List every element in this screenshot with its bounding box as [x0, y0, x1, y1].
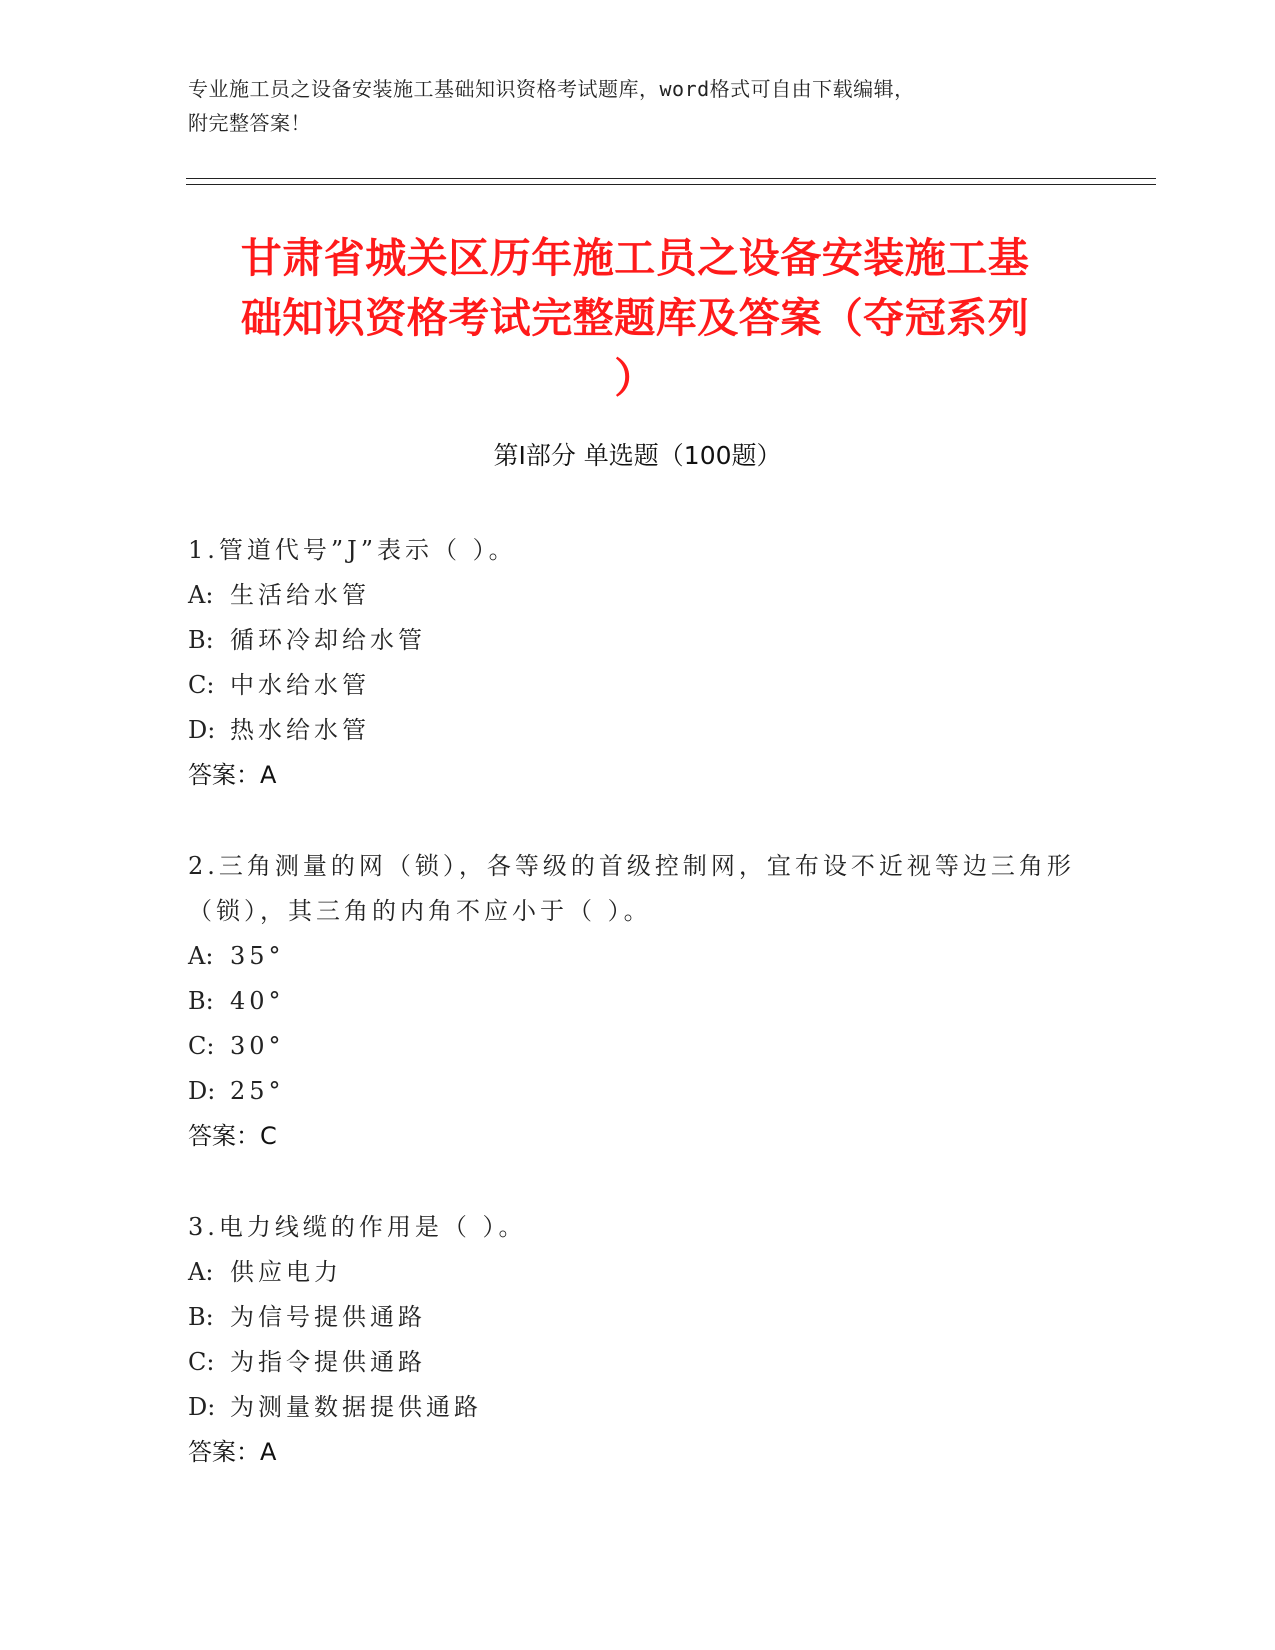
- option-b: [188, 1295, 1088, 1340]
- option-text: 40°: [230, 987, 285, 1015]
- option-letter: C:: [188, 1348, 215, 1376]
- option-c: [188, 663, 1088, 708]
- document-title-line-2: 础知识资格考试完整题库及答案（夺冠系列: [240, 294, 1030, 342]
- option-letter: B:: [188, 987, 214, 1015]
- option-letter: B:: [188, 1303, 214, 1331]
- answer-line: 答案：A: [188, 761, 277, 789]
- header-note-line-2: 附完整答案！: [188, 111, 311, 135]
- option-letter: D:: [188, 1393, 216, 1421]
- option-text: 供应电力: [230, 1258, 342, 1286]
- option-text: 中水给水管: [230, 671, 370, 699]
- header-note-line-1: 专业施工员之设备安装施工基础知识资格考试题库，word格式可自由下载编辑，: [188, 77, 915, 101]
- option-a: [188, 934, 1088, 979]
- option-text: 循环冷却给水管: [230, 626, 426, 654]
- option-text: 25°: [230, 1077, 285, 1105]
- option-letter: D:: [188, 1077, 216, 1105]
- question-1: [188, 528, 1088, 798]
- option-text: 30°: [230, 1032, 285, 1060]
- option-d: [188, 1385, 1088, 1430]
- option-letter: C:: [188, 1032, 215, 1060]
- document-title-line-1: 甘肃省城关区历年施工员之设备安装施工基: [240, 234, 1030, 282]
- option-letter: B:: [188, 626, 214, 654]
- document-title: [180, 228, 1090, 408]
- option-b: [188, 979, 1088, 1024]
- option-text: 生活给水管: [230, 581, 370, 609]
- question-list: [188, 528, 1088, 1521]
- option-letter: C:: [188, 671, 215, 699]
- option-d: [188, 708, 1088, 753]
- option-text: 为指令提供通路: [230, 1348, 426, 1376]
- document-title-line-3: ）: [614, 354, 656, 402]
- option-a: [188, 573, 1088, 618]
- question-stem: 1.管道代号”J”表示（ ）。: [188, 536, 517, 564]
- option-c: [188, 1024, 1088, 1069]
- header-note: [188, 72, 1088, 140]
- option-letter: A:: [188, 1258, 214, 1286]
- option-letter: D:: [188, 716, 216, 744]
- header-rule-bottom: [186, 184, 1156, 185]
- option-c: [188, 1340, 1088, 1385]
- header-rule-top: [186, 178, 1156, 179]
- question-3: [188, 1205, 1088, 1475]
- option-text: 为信号提供通路: [230, 1303, 426, 1331]
- option-letter: A:: [188, 581, 214, 609]
- option-b: [188, 618, 1088, 663]
- question-stem: 2.三角测量的网（锁），各等级的首级控制网，宜布设不近视等边三角形（锁），其三角的内角不应小于（ ）。: [188, 852, 1075, 925]
- option-text: 热水给水管: [230, 716, 370, 744]
- section-title: 第Ⅰ部分 单选题（100题）: [493, 441, 782, 470]
- option-letter: A:: [188, 942, 214, 970]
- answer-line: 答案：C: [188, 1122, 277, 1150]
- option-a: [188, 1250, 1088, 1295]
- question-stem: 3.电力线缆的作用是（ ）。: [188, 1213, 527, 1241]
- option-d: [188, 1069, 1088, 1114]
- answer-line: 答案：A: [188, 1438, 277, 1466]
- option-text: 为测量数据提供通路: [230, 1393, 482, 1421]
- option-text: 35°: [230, 942, 285, 970]
- question-2: [188, 844, 1088, 1159]
